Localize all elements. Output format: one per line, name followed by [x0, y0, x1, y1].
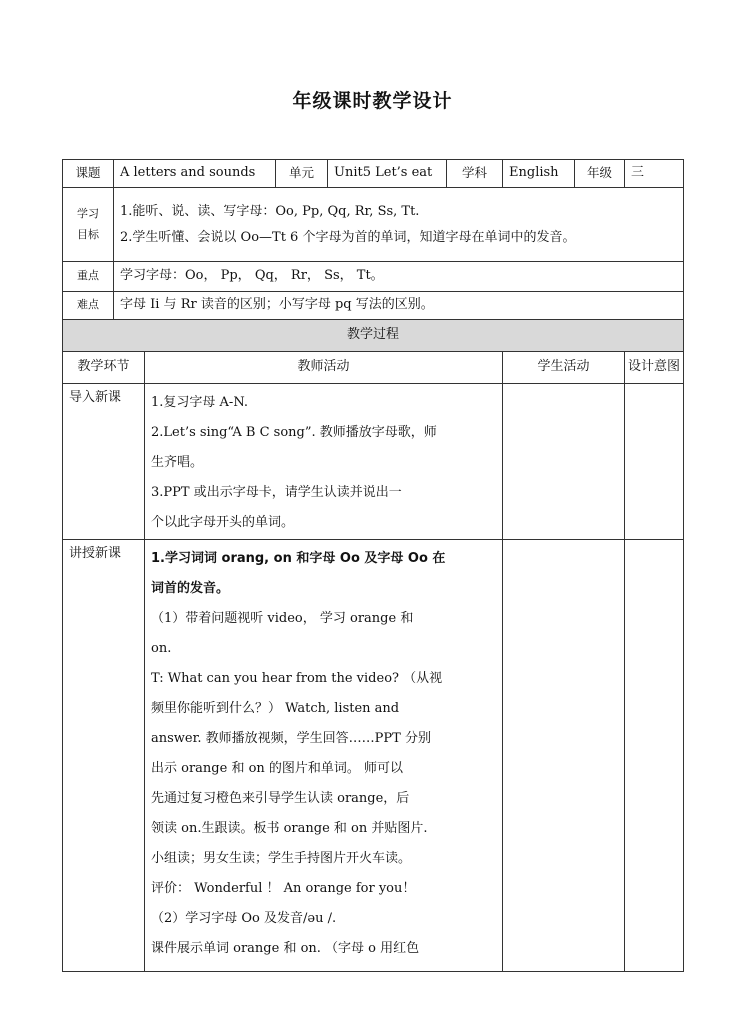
new-line-11: （2）学习字母 Oo 及发音/əu /.	[151, 911, 337, 926]
intro-line-1: 1.复习字母 A-N.	[151, 395, 248, 410]
new-teacher-activity	[145, 540, 503, 972]
unit-value: Unit5 Let’s eat	[328, 160, 447, 188]
new-design-intent	[625, 540, 684, 972]
difficult-points-value: 字母 Ii 与 Rr 读音的区别；小写字母 pq 写法的区别。	[114, 292, 684, 320]
subject-label: 学科	[447, 160, 503, 188]
key-points-row	[63, 262, 684, 292]
intro-line-5: 个以此字母开头的单词。	[151, 515, 295, 530]
difficult-points-label: 难点	[63, 292, 114, 320]
goal-line-2: 2.学生听懂、会说以 Oo—Tt 6 个字母为首的单词，知道字母在单词中的发音。	[120, 229, 576, 245]
new-line-12: 课件展示单词 orange 和 on. （字母 o 用红色	[151, 941, 420, 956]
new-line-1: （1）带着问题视听 video， 学习 orange 和	[151, 611, 414, 626]
intro-line-3: 生齐唱。	[151, 455, 204, 470]
goal-line-1: 1.能听、说、读、写字母：Oo, Pp, Qq, Rr, Ss, Tt.	[120, 203, 420, 219]
header-row	[63, 160, 684, 188]
topic-label: 课题	[63, 160, 114, 188]
intro-design-intent	[625, 384, 684, 540]
process-band-row	[63, 320, 684, 352]
process-title: 教学过程	[63, 320, 684, 352]
goals-row	[63, 188, 684, 262]
new-bold-line-2: 词首的发音。	[151, 581, 230, 596]
grade-label: 年级	[575, 160, 625, 188]
intro-line-4: 3.PPT 或出示字母卡，请学生认读并说出一	[151, 485, 402, 500]
col-intent-header: 设计意图	[625, 352, 684, 384]
new-line-3: T: What can you hear from the video? （从视	[151, 671, 443, 686]
new-stage: 讲授新课	[63, 540, 145, 972]
new-line-8: 领读 on.生跟读。板书 orange 和 on 并贴图片.	[151, 821, 428, 836]
goals-label-text: 学习 目标	[77, 206, 99, 241]
intro-student-activity	[503, 384, 625, 540]
unit-label: 单元	[276, 160, 328, 188]
difficult-points-row	[63, 292, 684, 320]
new-line-6: 出示 orange 和 on 的图片和单词。 师可以	[151, 761, 404, 776]
intro-teacher-activity	[145, 384, 503, 540]
key-points-value: 学习字母：Oo， Pp， Qq， Rr， Ss， Tt。	[114, 262, 684, 292]
goals-label	[63, 188, 114, 262]
col-teacher-header: 教师活动	[145, 352, 503, 384]
col-student-header: 学生活动	[503, 352, 625, 384]
new-line-10: 评价： Wonderful ！ An orange for you！	[151, 881, 416, 896]
new-line-9: 小组读；男女生读；学生手持图片开火车读。	[151, 851, 412, 866]
page-title: 年级课时教学设计	[292, 90, 453, 112]
intro-row	[63, 384, 684, 540]
new-line-2: on.	[151, 641, 172, 656]
grade-value: 三	[625, 160, 684, 188]
new-lesson-row	[63, 540, 684, 972]
key-points-label: 重点	[63, 262, 114, 292]
new-line-4: 频里你能听到什么？） Watch, listen and	[151, 701, 400, 716]
column-header-row	[63, 352, 684, 384]
subject-value: English	[503, 160, 575, 188]
new-line-5: answer. 教师播放视频，学生回答……PPT 分别	[151, 731, 431, 746]
intro-line-2: 2.Let’s sing“A B C song”. 教师播放字母歌，师	[151, 425, 437, 440]
col-stage-header: 教学环节	[63, 352, 145, 384]
new-bold-line-1: 1.学习词词 orang, on 和字母 Oo 及字母 Oo 在	[151, 551, 446, 566]
new-line-7: 先通过复习橙色来引导学生认读 orange，后	[151, 791, 410, 806]
new-student-activity	[503, 540, 625, 972]
intro-stage: 导入新课	[63, 384, 145, 540]
lesson-plan-table	[62, 159, 684, 972]
topic-value: A letters and sounds	[114, 160, 276, 188]
goals-content	[114, 188, 684, 262]
